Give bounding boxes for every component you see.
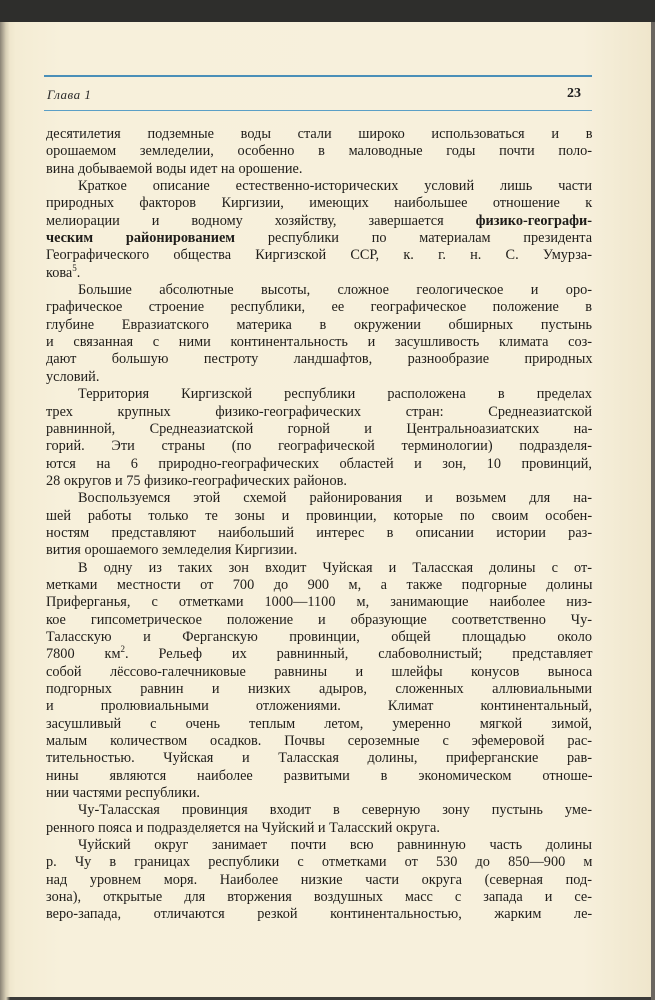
line-text: вина добываемой воды идет на орошение. (46, 160, 303, 177)
bold-term: физико-географи- (475, 212, 593, 229)
line-text: подгорных равнин и низких адыров, сложенных аллювиальными (46, 681, 592, 697)
line-text: Географического общества Киргизской ССР, к. г. н. С. Умурза- (46, 247, 592, 264)
line-text: кова (46, 264, 73, 281)
line-text: республики по материалам президента (235, 230, 593, 247)
text-line (46, 837, 592, 854)
text-line (46, 369, 592, 386)
line-text: 28 округов и 75 физико-географических районов. (46, 472, 347, 489)
line-text: десятилетия подземные воды стали широко использоваться и в (46, 126, 593, 142)
text-line (46, 716, 592, 733)
line-text: Таласскую и Ферганскую провинции, общей площадью около (46, 628, 592, 645)
bold-term: ческим районированием (46, 230, 236, 247)
text-line (46, 456, 592, 473)
text-line (46, 386, 592, 403)
text-line (46, 854, 592, 871)
line-text: дают большую пестроту ландшафтов, разнообразие природных (46, 351, 593, 368)
binding-shadow (0, 22, 10, 1000)
line-text: собой лёссово-галечниковые равнины и шлейфы конусов выноса (46, 663, 593, 680)
line-text: засушливый с очень теплым летом, умеренно мягкой зимой, (46, 715, 592, 732)
text-line (46, 542, 592, 559)
line-text: графическое строение республики, ее географическое положение в (46, 299, 592, 316)
line-text: веро-запада, отличаются резкой континентальностью, жарким ле- (46, 906, 593, 923)
line-text: ностям представляют наибольший интерес в описании истории раз- (46, 524, 593, 541)
text-line (46, 282, 592, 299)
line-text: р. Чу в границах республики с отметками от 530 до 850—900 м (46, 854, 593, 871)
line-text: В одну из таких зон входит Чуйская и Таласская долины с от- (78, 559, 592, 576)
scan-right-border (651, 22, 655, 1000)
line-text: ренного пояса и подразделяется на Чуйский и Таласский округа. (46, 819, 440, 836)
text-line (46, 733, 592, 750)
text-line (46, 299, 592, 316)
line-text: горий. Эти страны (по географической терминологии) подразделя- (46, 438, 592, 455)
page-number: 23 (567, 86, 581, 101)
text-line (46, 473, 592, 490)
text-line (46, 906, 592, 923)
line-text: орошаемом земледелии, особенно в маловодные годы почти поло- (46, 143, 592, 160)
line-text: Чуйский округ занимает почти всю равнинную часть долины (78, 837, 592, 854)
line-text: метками местности от 700 до 900 м, а также подгорные долины (46, 576, 593, 593)
text-line (46, 820, 592, 837)
text-line (46, 664, 592, 681)
line-text: трех крупных физико-географических стран: Среднеазиатской (46, 403, 592, 420)
text-line (46, 126, 592, 143)
line-text: Территория Киргизской республики расположена в пределах (78, 386, 592, 403)
line-text: и связанная с ними континентальность и засушливость климата соз- (46, 334, 593, 351)
scan-top-border (0, 0, 655, 22)
running-head-chapter: Глава 1 (47, 87, 92, 102)
line-text: вития орошаемого земледелия Киргизии. (46, 542, 298, 559)
line-text: тительностью. Чуйская и Таласская долины, приферганские рав- (46, 750, 592, 767)
line-text: зона), открытые для вторжения воздушных масс с запада и се- (46, 889, 593, 906)
text-line (46, 438, 592, 455)
line-text: природных факторов Киргизии, имеющих наибольшее отношение к (46, 195, 593, 212)
text-line (46, 681, 592, 698)
text-line (46, 230, 592, 247)
text-line (46, 421, 592, 438)
line-text: шей работы только те зоны и провинции, которые по своим особен- (46, 507, 593, 524)
line-text: мелиорации и водному хозяйству, завершается (46, 212, 476, 229)
text-line (46, 525, 592, 542)
line-text: Большие абсолютные высоты, сложное геологическое и оро- (78, 282, 592, 299)
text-line (46, 195, 592, 212)
text-line (46, 612, 592, 629)
superscript: 2 (120, 644, 125, 655)
line-text-tail: . Рельеф их равнинный, слабоволнистый; представляет (125, 646, 593, 663)
text-line (46, 629, 592, 646)
text-line (46, 317, 592, 334)
text-line (46, 889, 592, 906)
text-line (46, 404, 592, 421)
text-line (46, 594, 592, 611)
line-text: Воспользуемся этой схемой районирования и возьмем для на- (78, 490, 592, 507)
text-line (46, 334, 592, 351)
header-rule-top (44, 75, 592, 77)
text-line (46, 247, 592, 264)
line-text: и пролювиальными отложениями. Климат континентальный, (46, 698, 593, 715)
line-text: равнинной, Среднеазиатской горной и Центральноазиатских на- (46, 420, 593, 437)
header-rule-bottom (44, 110, 592, 111)
body-text (46, 126, 592, 924)
text-line (46, 508, 592, 525)
text-line (46, 872, 592, 889)
text-line (46, 698, 592, 715)
text-line (46, 560, 592, 577)
line-text: нины являются наиболее развитыми в экономическом отноше- (46, 767, 593, 784)
text-line (46, 178, 592, 195)
line-text: условий. (46, 368, 100, 385)
superscript: 5 (72, 262, 77, 273)
line-text: над уровнем моря. Наиболее низкие части округа (северная под- (46, 871, 592, 888)
line-text: малым количеством осадков. Почвы сероземные с эфемеровой рас- (46, 733, 592, 750)
line-text: нии частями республики. (46, 785, 200, 802)
text-line (46, 351, 592, 368)
text-line (46, 143, 592, 160)
line-text: кое гипсометрическое положение и образующие соответственно Чу- (46, 611, 592, 628)
text-line (46, 262, 592, 282)
text-line (46, 646, 592, 663)
line-text: глубине Евразиатского материка в окружении обширных пустынь (46, 316, 592, 333)
line-text-tail: . (76, 264, 81, 281)
text-line (46, 785, 592, 802)
text-line (46, 213, 592, 230)
text-line (46, 802, 592, 819)
line-text: Приферганья, с отметками 1000—1100 м, занимающие наиболее низ- (46, 594, 592, 611)
line-text: ются на 6 природно-географических областей и зон, 10 провинций, (46, 455, 592, 472)
line-text: Чу-Таласская провинция входит в северную зону пустынь уме- (78, 802, 592, 819)
text-line (46, 161, 592, 178)
text-line (46, 750, 592, 767)
line-text: Краткое описание естественно-исторических условий лишь части (78, 178, 592, 195)
text-line (46, 490, 592, 507)
line-text: 7800 км (46, 646, 121, 663)
text-line (46, 768, 592, 785)
text-line (46, 577, 592, 594)
